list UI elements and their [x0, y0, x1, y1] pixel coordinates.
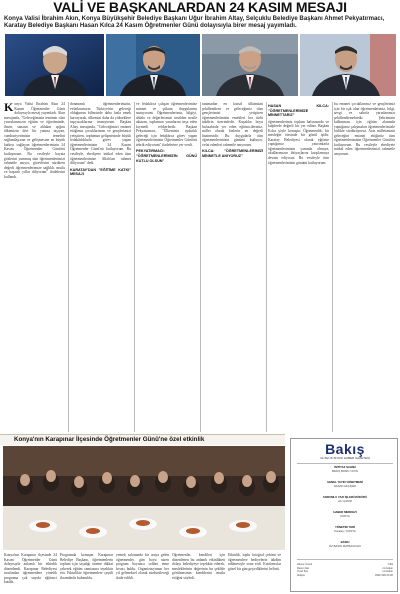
- masthead-box: [290, 438, 398, 592]
- masthead-line-label: HABER MERKEZİ: [333, 510, 357, 514]
- masthead-line: [299, 511, 391, 518]
- pricing-label: Abone Ücreti: [297, 563, 312, 566]
- masthead-pricing-grid: [297, 563, 393, 577]
- masthead-title: Bakış: [325, 441, 365, 457]
- masthead-line-label: SORUMLU YAZI İŞLERİ MÜDÜRÜ: [323, 495, 367, 499]
- second-article-column-2: Programda konuşan Karapınar Belediye Başkanı, öğretmenlerin toplum için taşıdığı öneme dikkat çekerek eğitim camiasına teşekkür etti. Etkinlikte öğretmenlere çeşitli ikramlarda bulunuldu.: [60, 553, 113, 580]
- masthead-line-label: GENEL YAYIN YÖNETMENİ: [327, 480, 363, 484]
- pricing-label: Resmi İlan: [297, 566, 310, 570]
- column-subheading: KILCA: "ÖĞRETMENLERİMİZİ MİNNETLE ANIYORUZ": [202, 149, 263, 159]
- masthead-line-value: Karatay / KONYA: [334, 528, 356, 533]
- photo-vali-akin: [5, 34, 104, 96]
- article-subheadline: Konya Valisi İbrahim Akın, Konya Büyükşehir Belediye Başkanı Uğur İbrahim Altay, Selçuklu Belediye Başkanı Ahmet Pekyatırmacı, Karatay Belediye Başkanı Hasan Kılca 24 Kasım Öğretmenler Günü dolayısıyla birer mesaj yayımladı.: [4, 15, 385, 30]
- second-article-column-4: Öğretmenler, kendileri için düzenlenen bu anlamlı etkinlikten dolayı belediyeye teşekkür ederek, mesleklerinin değerinin bu şekilde görülmesinin kendilerini mutlu ettiğini söyledi.: [172, 553, 225, 580]
- masthead-line-label: İMTİYAZ SAHİBİ: [334, 465, 356, 469]
- article-column-4: [202, 102, 263, 432]
- article-column-1: [4, 102, 65, 432]
- masthead-line-value: ALİ ÇAKIR: [338, 498, 352, 503]
- column-text: ve fedakârca çalışan öğretmenlerimize minnet ve şükran duygularımı sunuyorum. Öğretmenlerimiz, bilgiyi, ahlakı ve değerlerimizi nesilden nesile aktaran, toplumun yarınlarını inşa eden kıymetli rehberlerdir. Başkan Pekyatırmacı, "Ülkemizin aydınlık geleceği için fedakârca görev yapan öğretmenlerimizin Öğretmenler Günü'nü tebrik ediyorum" ifadelerine yer verdi.: [136, 102, 197, 147]
- masthead-line-label: BASKI: [340, 540, 350, 544]
- column-subheading: KARATAY'DAN "EĞİTİME KATKI" MESAJI: [70, 167, 131, 177]
- pricing-label: Ticari İlan: [297, 570, 309, 573]
- masthead-line: [299, 466, 391, 473]
- second-article-column-1: Konya'nın Karapınar ilçesinde 24 Kasım Öğretmenler Günü dolayısıyla anlamlı bir etkinlik düzenlendi. Karapınar Belediyesi tarafından öğretmenlere yönelik programa çok sayıda eğitimci katıldı.: [4, 553, 57, 584]
- column-text: öğretmenlerimiz toplum hafızasında ve kalplerde değerli bir yer edinir. Başkan Kılca şöyle konuştu: Öğretmenlik, bir mesleğin ötesinde bir gönül işidir. Karatay Belediyesi olarak eğitime yaptığımız yatırımlarla öğretmenlerimizin yanında olmaya, okullarımızın ihtiyaçlarını karşılamaya devam ediyoruz. Bu vesileyle tüm öğretmenlerimizin gününü kutluyorum.: [268, 119, 329, 165]
- column-text: tanımadan en kutsal ülkümüzü şekillendiren ve geleceğimiz olan gençlerimizi yetiştiren öğretmenlerimizin emekleri her türlü takdirin üzerindedir. Kuşaklar boyu hafızalarda yer eden eğitimcilerimiz, millet olarak bizlerin en değerli hazinesidir. Bu duygularla tüm öğretmenlerimizin gününü kutluyor, vefat edenleri rahmetle anıyorum.: [202, 102, 263, 147]
- masthead-line-label: YÖNETİM YERİ: [335, 525, 355, 529]
- column-divider: [68, 102, 69, 432]
- column-subheading: HASAN KILCA: "ÖĞRETMENLERİMİZE MİNNETTARIZ": [268, 104, 329, 118]
- masthead-line-value: KONYA: [340, 513, 350, 518]
- masthead-line-value: BAKIŞ BASIN YAYIN: [331, 468, 359, 473]
- pricing-value: cm/sütun: [382, 566, 393, 570]
- column-divider: [134, 102, 135, 432]
- masthead-line: [299, 481, 391, 488]
- article-column-5: [268, 102, 329, 432]
- masthead-line-value: HASAN AKÇİÇEK: [333, 483, 357, 488]
- photo-baskan-kilca: [300, 34, 396, 96]
- pricing-row: [297, 574, 393, 578]
- page-headline: VALİ VE BAŞKANLARDAN 24 KASIM MESAJI: [53, 0, 347, 14]
- masthead-line: [299, 496, 391, 503]
- column-text: bu emanet çocuklarımız ve gençlerimiz için bir ışık olan öğretmenlerimiz, bilgi, sevgi ve sabırla yarınlarımızı şekillendirmektedir. Şehrimizin kalkınması için eğitim alanında yaptığımız çalışmaları öğretmenlerimizle birlikte sürdürüyoruz. Aziz milletimizin geleceğini emanet ettiğimiz tüm öğretmenlerimizin Öğretmenler Günü'nü kutluyorum. Bu vesileyle ebediyete intikal eden öğretmenlerimizi rahmetle anıyorum.: [334, 102, 395, 157]
- article-column-6: [334, 102, 395, 432]
- column-divider: [266, 102, 267, 432]
- column-text: donanımlı öğretmenlerimizin, evlatlarımızın Türkiye'nin geleceği olduğunun bilincinde daha fazla emek harcayarak, ülkemizi daha da yükseklere taşıyacaklarına inanıyorum. Başkan Altay mesajında, "Geleceğimizi emanet ettiğimiz çocuklarımızı ve gençlerimizi yetiştiren, toplumun gelişmesinde büyük fedakârlıklarla görev yapan öğretmenlerimizin 24 Kasım Öğretmenler Günü'nü kutluyorum. Bu vesileyle, ebediyete intikal eden tüm öğretmenlerimize Allah'tan rahmet diliyorum" dedi.: [70, 102, 131, 166]
- dropcap: K: [4, 102, 14, 114]
- article-column-2: [70, 102, 131, 432]
- photo-karapinar-event: [3, 446, 285, 550]
- pricing-label: İletişim: [297, 573, 306, 577]
- pricing-value: Yıllık: [387, 563, 393, 566]
- masthead-subtitle: GÜNLÜK SİYASİ HABER GAZETESİ: [320, 456, 370, 460]
- masthead-line-value: ÖZ BASIN MATBAACILIK: [328, 543, 362, 548]
- photo-baskan-altay: [106, 34, 200, 96]
- masthead-line: [299, 541, 391, 548]
- second-article-column-5: Etkinlik, toplu fotoğraf çekimi ve öğretmenlere hediyelerin takdim edilmesiyle sona erdi. Katılımcılar güzel bir gün geçirdiklerini belirtti.: [228, 553, 281, 571]
- second-article-title: Konya'nın Karapınar İlçesinde Öğretmenler Günü'ne özel etkinlik: [14, 436, 205, 443]
- second-article-body: [4, 553, 282, 593]
- column-divider: [332, 102, 333, 432]
- photo-baskan-pekyatirmaci: [202, 34, 298, 96]
- divider: [297, 463, 393, 464]
- pricing-value: cm/sütun: [382, 570, 393, 573]
- masthead-line: [299, 526, 391, 533]
- column-text: onya Valisi İbrahim Akın 24 Kasım Öğretmenler Günü dolayısıyla mesaj yayımladı. Akın mesajında, "Geleceğimizin teminatı olan yavrularımızın eğitim ve öğretiminde, ilmin, sanatın ve ahlakın ışığını ülkemizin dört bir yanına taşıyan, cumhuriyetimizin temelini sağlamlaştıran ve gelişmesine en büyük katkıyı sağlayan öğretmenlerimizin 24 Kasım Öğretmenler Günü'nü kutluyorum. Bu vesileyle hayata gözlerini yummuş tüm öğretmenlerimizi rahmetle anıyor, görevlerini sürdüren değerli öğretmenlerimize sağlıklı, mutlu ve başarılı yıllar diliyorum" ifadelerini kullandı.: [4, 102, 65, 179]
- column-subheading: PEKYATIRMACI: "ÖĞRETMENLERİMİZİN GÜNÜ KUTLU OLSUN": [136, 149, 197, 163]
- divider: [297, 559, 393, 560]
- article-column-3: [136, 102, 197, 432]
- column-divider: [200, 102, 201, 432]
- second-article-column-3: yemek salonunda bir araya gelen öğretmenler, gün boyu süren program boyunca sohbet etme fırsatı buldu. Organizasyonun her yıl geleneksel olarak sürdürüleceği ifade edildi.: [116, 553, 169, 580]
- pricing-value: 0332 000 00 00: [374, 573, 393, 577]
